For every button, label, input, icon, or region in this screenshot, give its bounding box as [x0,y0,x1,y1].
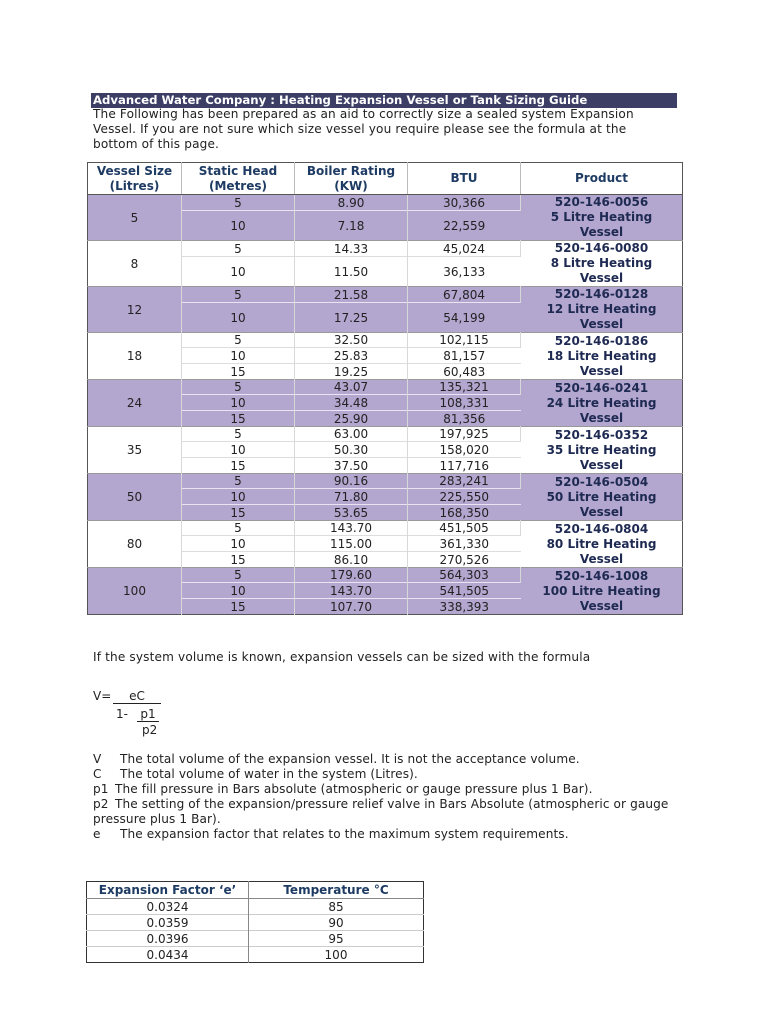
boiler-rating-cell: 63.00 [295,427,408,442]
btu-cell: 338,393 [408,599,521,615]
definition-row [93,782,673,797]
product-name: 35 Litre Heating Vessel [546,442,657,472]
formula-p1: p1 [137,707,159,722]
btu-cell: 451,505 [408,521,521,536]
static-head-cell: 10 [182,489,295,505]
vessel-size-cell: 80 [88,521,182,568]
vessel-size-cell: 8 [88,241,182,287]
product-name: 5 Litre Heating Vessel [550,210,653,239]
product-code: 520-146-0186 [554,333,649,348]
product-name: 18 Litre Heating Vessel [546,348,657,378]
product-name: 24 Litre Heating Vessel [546,395,657,425]
vessel-size-cell: 50 [88,474,182,521]
boiler-rating-cell: 11.50 [295,257,408,287]
boiler-rating-cell: 143.70 [295,583,408,599]
intro-paragraph [93,107,683,152]
static-head-cell: 10 [182,211,295,241]
product-code: 520-146-0241 [554,380,649,395]
static-head-cell: 15 [182,458,295,474]
vessel-size-cell: 12 [88,287,182,333]
static-head-cell: 10 [182,536,295,552]
factor-table-body [87,899,424,963]
page-title: Advanced Water Company : Heating Expansion Vessel or Tank Sizing Guide [91,93,677,108]
boiler-rating-cell: 71.80 [295,489,408,505]
formula-p2: p2 [142,723,158,737]
factor-row [87,947,424,963]
formula-one-minus: 1- [116,707,128,721]
boiler-rating-cell: 25.83 [295,348,408,364]
vessel-size-cell: 18 [88,333,182,380]
boiler-rating-cell: 86.10 [295,552,408,568]
sizing-header-row [88,163,683,195]
table-row [88,333,683,348]
product-code: 520-146-1008 [554,568,649,583]
btu-cell: 197,925 [408,427,521,442]
table-row [88,287,683,303]
btu-cell: 541,505 [408,583,521,599]
btu-cell: 168,350 [408,505,521,521]
boiler-rating-cell: 53.65 [295,505,408,521]
definition-symbol: V [93,752,102,766]
product-cell [521,474,683,521]
expansion-factor-cell: 0.0434 [87,947,249,963]
static-head-cell: 5 [182,333,295,348]
header-expansion-factor: Expansion Factor ‘e’ [87,882,249,899]
product-name: 100 Litre Heating Vessel [542,583,661,613]
static-head-cell: 10 [182,348,295,364]
product-code: 520-146-0504 [554,474,649,489]
product-cell [521,380,683,427]
definition-symbol: C [93,767,102,781]
static-head-cell: 10 [182,395,295,411]
sizing-table-body [88,195,683,615]
btu-cell: 60,483 [408,364,521,380]
product-name: 12 Litre Heating Vessel [546,302,657,331]
vessel-sizing-table [87,162,683,615]
boiler-rating-cell: 43.07 [295,380,408,395]
boiler-rating-cell: 34.48 [295,395,408,411]
static-head-cell: 5 [182,568,295,583]
formula-numerator: eC [113,689,161,704]
temperature-cell: 95 [249,931,424,947]
static-head-cell: 5 [182,474,295,489]
header-temperature: Temperature °C [249,882,424,899]
formula-intro: If the system volume is known, expansion vessels can be sized with the formula [93,650,591,664]
table-row [88,474,683,489]
table-row [88,195,683,211]
btu-cell: 102,115 [408,333,521,348]
static-head-cell: 5 [182,427,295,442]
boiler-rating-cell: 8.90 [295,195,408,211]
btu-cell: 270,526 [408,552,521,568]
product-code: 520-146-0804 [554,521,649,536]
boiler-rating-cell: 14.33 [295,241,408,257]
btu-cell: 564,303 [408,568,521,583]
table-row [88,568,683,583]
btu-cell: 81,157 [408,348,521,364]
expansion-factor-cell: 0.0324 [87,899,249,915]
boiler-rating-cell: 90.16 [295,474,408,489]
intro-line: Vessel. If you are not sure which size vessel you require please see the formula at the [93,122,627,136]
boiler-rating-cell: 21.58 [295,287,408,303]
static-head-cell: 15 [182,505,295,521]
expansion-factor-cell: 0.0359 [87,915,249,931]
static-head-cell: 15 [182,364,295,380]
product-cell [521,195,683,241]
factor-row [87,915,424,931]
temperature-cell: 85 [249,899,424,915]
btu-cell: 158,020 [408,442,521,458]
table-row [88,380,683,395]
product-code: 520-146-0056 [554,195,649,209]
definition-symbol: p2 [93,797,109,811]
static-head-cell: 5 [182,287,295,303]
boiler-rating-cell: 37.50 [295,458,408,474]
product-cell [521,427,683,474]
btu-cell: 225,550 [408,489,521,505]
btu-cell: 283,241 [408,474,521,489]
vessel-size-cell: 35 [88,427,182,474]
static-head-cell: 10 [182,442,295,458]
intro-line: The Following has been prepared as an aid to correctly size a sealed system Expansion [93,107,634,121]
btu-cell: 135,321 [408,380,521,395]
definition-row [93,827,673,842]
header-btu: BTU [408,163,521,195]
static-head-cell: 5 [182,521,295,536]
btu-cell: 361,330 [408,536,521,552]
boiler-rating-cell: 107.70 [295,599,408,615]
temperature-cell: 90 [249,915,424,931]
factor-row [87,931,424,947]
definition-row [93,767,673,782]
btu-cell: 54,199 [408,303,521,333]
btu-cell: 81,356 [408,411,521,427]
definition-symbol: e [93,827,101,841]
static-head-cell: 5 [182,195,295,211]
header-boiler-rating: Boiler Rating (KW) [295,163,408,195]
factor-row [87,899,424,915]
product-code: 520-146-0352 [554,427,649,442]
vessel-size-cell: 24 [88,380,182,427]
boiler-rating-cell: 7.18 [295,211,408,241]
table-row [88,427,683,442]
temperature-cell: 100 [249,947,424,963]
intro-line: bottom of this page. [93,137,220,151]
static-head-cell: 10 [182,257,295,287]
factor-header-row [87,882,424,899]
header-product: Product [521,163,683,195]
vessel-size-cell: 100 [88,568,182,615]
definition-text: The setting of the expansion/pressure relief valve in Bars Absolute (atmospheric or gauge pressure plus 1 Bar). [93,797,669,826]
btu-cell: 108,331 [408,395,521,411]
product-cell [521,568,683,615]
static-head-cell: 15 [182,599,295,615]
definition-text: The expansion factor that relates to the maximum system requirements. [120,827,569,841]
boiler-rating-cell: 25.90 [295,411,408,427]
definition-text: The fill pressure in Bars absolute (atmospheric or gauge pressure plus 1 Bar). [115,782,593,796]
product-code: 520-146-0080 [554,241,649,255]
definition-row [93,752,673,767]
vessel-size-cell: 5 [88,195,182,241]
btu-cell: 45,024 [408,241,521,257]
static-head-cell: 15 [182,552,295,568]
boiler-rating-cell: 32.50 [295,333,408,348]
definition-text: The total volume of water in the system (Litres). [120,767,418,781]
boiler-rating-cell: 179.60 [295,568,408,583]
static-head-cell: 5 [182,241,295,257]
header-vessel-size: Vessel Size (Litres) [88,163,182,195]
btu-cell: 22,559 [408,211,521,241]
boiler-rating-cell: 143.70 [295,521,408,536]
product-cell [521,521,683,568]
definition-row [93,797,673,827]
boiler-rating-cell: 17.25 [295,303,408,333]
btu-cell: 36,133 [408,257,521,287]
product-cell [521,333,683,380]
boiler-rating-cell: 50.30 [295,442,408,458]
expansion-factor-cell: 0.0396 [87,931,249,947]
table-row [88,521,683,536]
product-cell [521,287,683,333]
formula-definitions [93,752,673,842]
static-head-cell: 10 [182,303,295,333]
table-row [88,241,683,257]
static-head-cell: 10 [182,583,295,599]
product-code: 520-146-0128 [554,287,649,301]
header-static-head: Static Head (Metres) [182,163,295,195]
btu-cell: 67,804 [408,287,521,303]
product-name: 50 Litre Heating Vessel [546,489,657,519]
btu-cell: 30,366 [408,195,521,211]
product-name: 80 Litre Heating Vessel [546,536,657,566]
definition-symbol: p1 [93,782,109,796]
static-head-cell: 5 [182,380,295,395]
btu-cell: 117,716 [408,458,521,474]
boiler-rating-cell: 115.00 [295,536,408,552]
definition-text: The total volume of the expansion vessel. It is not the acceptance volume. [120,752,580,766]
boiler-rating-cell: 19.25 [295,364,408,380]
static-head-cell: 15 [182,411,295,427]
expansion-factor-table [86,881,424,963]
product-cell [521,241,683,287]
formula-lhs: V= [93,689,112,703]
product-name: 8 Litre Heating Vessel [550,256,653,285]
